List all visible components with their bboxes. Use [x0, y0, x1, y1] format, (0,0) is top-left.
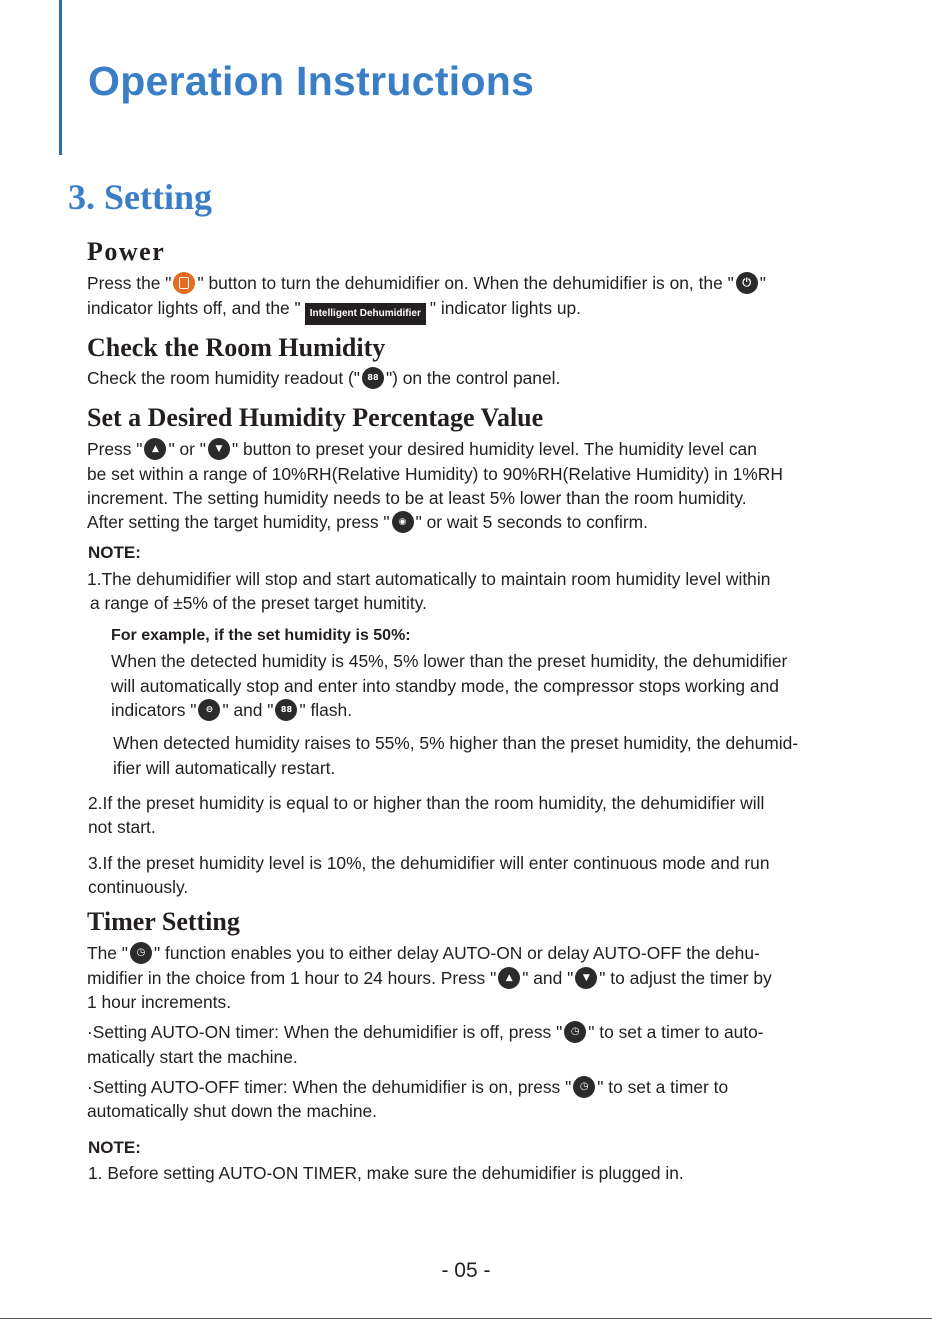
text: " and ": [522, 968, 574, 988]
timer-heading: Timer Setting: [87, 907, 240, 936]
text: The ": [87, 943, 128, 963]
text: " flash.: [299, 700, 353, 720]
text: " indicator lights up.: [429, 298, 582, 318]
auto-on-line-1: [87, 1020, 764, 1045]
auto-on-line-2: matically start the machine.: [87, 1047, 298, 1067]
note-item-1-line-2: a range of ±5% of the preset target humitity.: [90, 593, 427, 613]
timer-line-2: [87, 966, 772, 991]
text: Check the room humidity readout (": [87, 368, 360, 388]
text: midifier in the choice from 1 hour to 24 hours. Press ": [87, 968, 497, 988]
power-line-1: [87, 271, 766, 296]
power-button-icon: [173, 272, 195, 294]
timer-button-icon: ◷: [130, 942, 152, 964]
standby-indicator-icon: ⊖: [198, 699, 220, 721]
text: Press the ": [87, 273, 172, 293]
timer-button-icon: ◷: [564, 1021, 586, 1043]
desired-line-4: [87, 510, 648, 535]
humidity-readout-icon: 88: [362, 367, 384, 389]
power-indicator-icon: ⏻: [736, 272, 758, 294]
text: " function enables you to either delay AUTO-ON or delay AUTO-OFF the dehu-: [153, 943, 760, 963]
confirm-button-icon: ◉: [392, 511, 414, 533]
text: " button to preset your desired humidity level. The humidity level can: [231, 439, 757, 459]
note-item-3-line-1: 3.If the preset humidity level is 10%, the dehumidifier will enter continuous mode and run: [88, 853, 770, 873]
desired-line-1: [87, 437, 757, 462]
text: " to adjust the timer by: [599, 968, 772, 988]
timer-button-icon: ◷: [573, 1076, 595, 1098]
text: " or wait 5 seconds to confirm.: [415, 512, 648, 532]
power-heading: Power: [87, 237, 166, 266]
text: indicators ": [111, 700, 197, 720]
auto-off-line-2: automatically shut down the machine.: [87, 1101, 378, 1121]
text: ") on the control panel.: [385, 368, 561, 388]
power-line-2: [87, 296, 581, 325]
humidity-heading: Check the Room Humidity: [87, 333, 386, 362]
text: ·Setting AUTO-OFF timer: When the dehumidifier is on, press ": [87, 1077, 572, 1097]
humidity-line-1: [87, 366, 560, 391]
note-item-1-line-1: 1.The dehumidifier will stop and start automatically to maintain room humidity level within: [87, 569, 771, 589]
note-item-2-line-1: 2.If the preset humidity is equal to or higher than the room humidity, the dehumidifier will: [88, 793, 765, 813]
text: After setting the target humidity, press ": [87, 512, 390, 532]
up-arrow-button-icon: ▲: [144, 438, 166, 460]
example-line-2: will automatically stop and enter into standby mode, the compressor stops working and: [111, 676, 779, 696]
desired-line-3: increment. The setting humidity needs to be at least 5% lower than the room humidity.: [87, 488, 747, 508]
page-title: Operation Instructions: [88, 58, 535, 104]
example-line-3: [111, 698, 352, 723]
desired-line-2: be set within a range of 10%RH(Relative Humidity) to 90%RH(Relative Humidity) in 1%RH: [87, 464, 783, 484]
text: ": [759, 273, 766, 293]
header-accent-bar: [59, 0, 62, 155]
intelligent-dehumidifier-badge: Intelligent Dehumidifier: [305, 303, 426, 325]
page-number: - 05 -: [441, 1259, 491, 1282]
note-item-2-line-2: not start.: [88, 817, 156, 837]
note-label: NOTE:: [88, 543, 141, 562]
timer-line-3: 1 hour increments.: [87, 992, 232, 1012]
bottom-divider: [0, 1318, 932, 1319]
down-arrow-button-icon: ▼: [575, 967, 597, 989]
text: ·Setting AUTO-ON timer: When the dehumidifier is off, press ": [87, 1022, 563, 1042]
text: " to set a timer to auto-: [588, 1022, 764, 1042]
down-arrow-button-icon: ▼: [208, 438, 230, 460]
up-arrow-button-icon: ▲: [498, 967, 520, 989]
humidity-readout-icon: 88: [275, 699, 297, 721]
example-2-line-2: ifier will automatically restart.: [113, 758, 336, 778]
example-line-1: When the detected humidity is 45%, 5% lower than the preset humidity, the dehumidifier: [111, 651, 788, 671]
auto-off-line-1: [87, 1075, 728, 1100]
note-2-item-1: 1. Before setting AUTO-ON TIMER, make sure the dehumidifier is plugged in.: [88, 1163, 684, 1183]
example-heading: For example, if the set humidity is 50%:: [111, 627, 411, 644]
text: indicator lights off, and the ": [87, 298, 301, 318]
note-2-label: NOTE:: [88, 1138, 141, 1157]
text: " button to turn the dehumidifier on. When the dehumidifier is on, the ": [197, 273, 734, 293]
desired-heading: Set a Desired Humidity Percentage Value: [87, 403, 544, 432]
section-title: 3. Setting: [68, 177, 212, 217]
text: " or ": [168, 439, 206, 459]
text: " to set a timer to: [597, 1077, 729, 1097]
text: " and ": [222, 700, 274, 720]
example-2-line-1: When detected humidity raises to 55%, 5% higher than the preset humidity, the dehumid-: [113, 733, 799, 753]
timer-line-1: [87, 941, 760, 966]
note-item-3-line-2: continuously.: [88, 877, 189, 897]
text: Press ": [87, 439, 143, 459]
